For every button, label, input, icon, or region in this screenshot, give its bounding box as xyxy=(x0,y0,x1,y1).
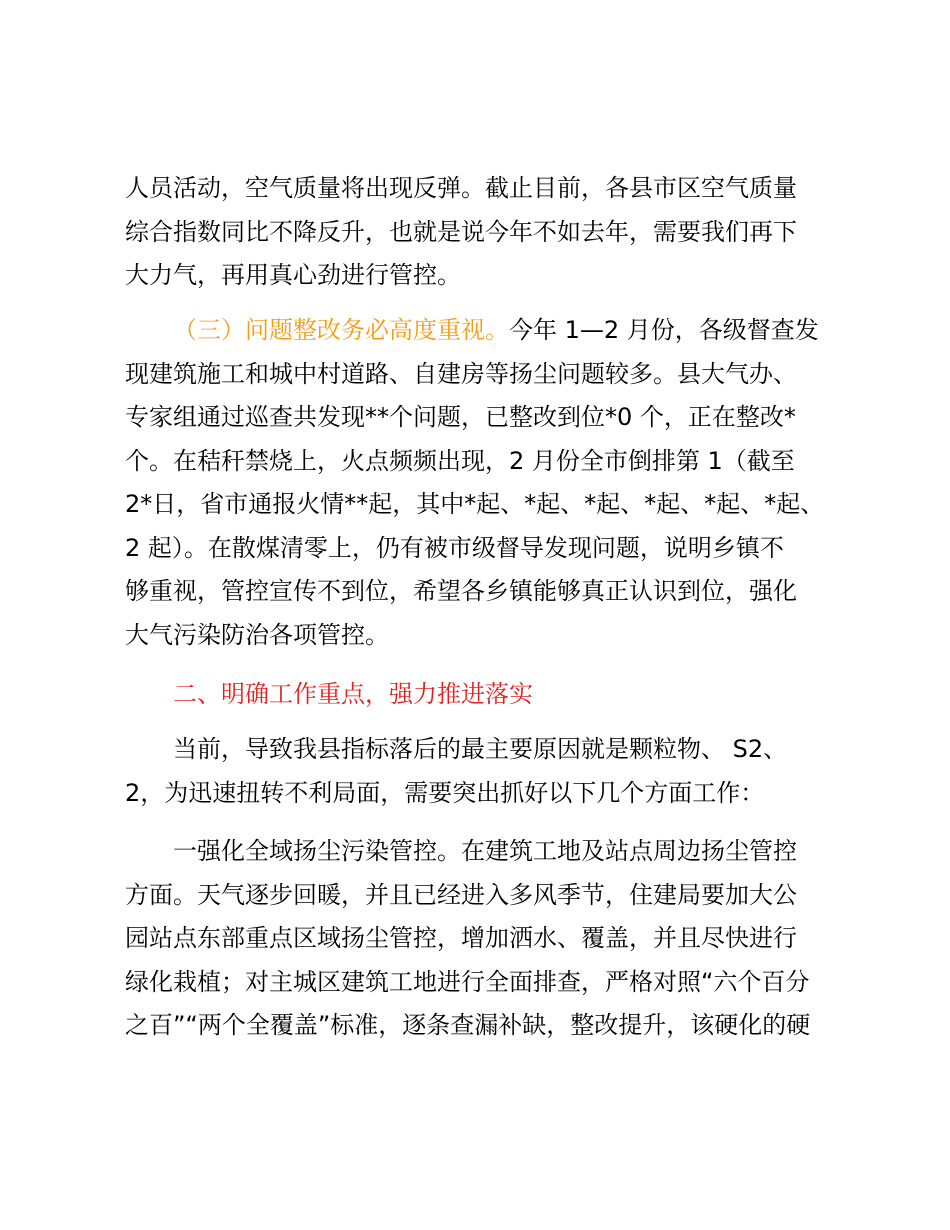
paragraph-2 xyxy=(125,309,845,657)
text-line: 专家组通过巡查共发现**个问题，已整改到位*0 个，正在整改* xyxy=(125,403,796,431)
text-line: 当前，导致我县指标落后的最主要原因就是颗粒物、 S2、 xyxy=(173,735,788,763)
text-line: 够重视，管控宣传不到位，希望各乡镇能够真正认识到位，强化 xyxy=(125,577,797,605)
text-line: 园站点东部重点区域扬尘管控，增加洒水、覆盖，并且尽快进行 xyxy=(125,924,797,952)
section-heading-text: 二、明确工作重点，强力推进落实 xyxy=(173,680,533,708)
text-line: 一强化全域扬尘污染管控。在建筑工地及站点周边扬尘管控 xyxy=(173,837,797,865)
subheading-3: （三）问题整改务必高度重视。 xyxy=(173,316,509,344)
text-line: 大力气，再用真心劲进行管控。 xyxy=(125,261,461,289)
text-line: 人员活动，空气质量将出现反弹。截止目前，各县市区空气质量 xyxy=(125,174,797,202)
text-line: 综合指数同比不降反升，也就是说今年不如去年，需要我们再下 xyxy=(125,217,797,246)
text-line: 2，为迅速扭转不利局面，需要突出抓好以下几个方面工作： xyxy=(125,778,765,807)
text-line: 之百”“两个全覆盖”标准，逐条查漏补缺，整改提升，该硬化的硬 xyxy=(125,1011,811,1039)
text-line: 2*日，省市通报火情**起，其中*起、*起、*起、*起、*起、*起、 xyxy=(125,490,825,518)
text-line: 绿化栽植；对主城区建筑工地进行全面排查，严格对照“六个百分 xyxy=(125,967,810,996)
text-line: 个。在秸秆禁烧上，火点频频出现，2 月份全市倒排第 1（截至 xyxy=(125,446,795,475)
paragraph-4 xyxy=(125,830,845,1048)
text-line xyxy=(125,309,845,353)
paragraph-1 xyxy=(125,167,845,298)
text-line: 大气污染防治各项管控。 xyxy=(125,620,389,649)
text-line: 2 起）。在散煤清零上，仍有被市级督导发现问题，说明乡镇不 xyxy=(125,533,784,562)
paragraph-3 xyxy=(125,728,845,815)
text-line: 现建筑施工和城中村道路、自建房等扬尘问题较多。县大气办、 xyxy=(125,359,797,388)
text-line: 方面。天气逐步回暖，并且已经进入多风季节，住建局要加大公 xyxy=(125,880,797,909)
text-run: 今年 1—2 月份，各级督查发 xyxy=(509,316,819,344)
section-heading xyxy=(125,673,845,717)
